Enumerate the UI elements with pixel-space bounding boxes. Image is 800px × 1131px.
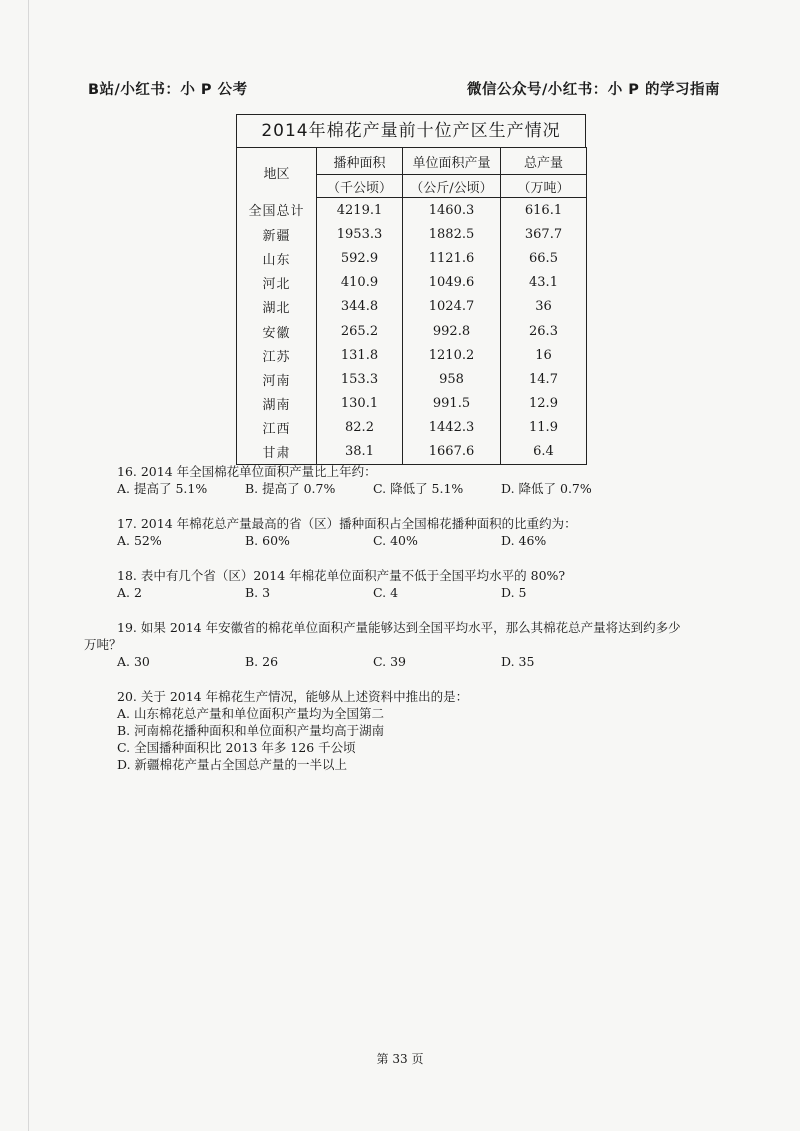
yield-cell: 1024.7: [403, 295, 501, 319]
area-cell: 265.2: [317, 319, 403, 343]
yield-cell: 991.5: [403, 392, 501, 416]
option-list: [117, 532, 737, 549]
region-cell: 河南: [237, 367, 317, 391]
option-d: D. 5: [501, 585, 527, 600]
area-cell: 38.1: [317, 440, 403, 465]
cotton-production-table: [236, 114, 586, 465]
table-row: [237, 392, 587, 416]
option-a: A. 30: [117, 654, 150, 669]
area-cell: 1953.3: [317, 222, 403, 246]
option-a: A. 山东棉花总产量和单位面积产量均为全国第二: [117, 706, 384, 721]
output-cell: 26.3: [501, 319, 587, 343]
output-cell: 6.4: [501, 440, 587, 465]
yield-cell: 1442.3: [403, 416, 501, 440]
area-cell: 153.3: [317, 367, 403, 391]
output-cell: 43.1: [501, 271, 587, 295]
page-number: 第 33 页: [376, 1052, 424, 1066]
table-row: [237, 343, 587, 367]
page-edge: [28, 0, 29, 1131]
table-row: [237, 295, 587, 319]
region-cell: 江苏: [237, 343, 317, 367]
question-stem: 19. 如果 2014 年安徽省的棉花单位面积产量能够达到全国平均水平，那么其棉花总产量将达到约多少: [117, 620, 681, 635]
option-d: D. 新疆棉花产量占全国总产量的一半以上: [117, 757, 348, 772]
area-cell: 592.9: [317, 246, 403, 270]
table-row: [237, 198, 587, 223]
data-table: [236, 147, 587, 465]
option-a: A. 52%: [117, 533, 162, 548]
option-b: B. 提高了 0.7%: [245, 481, 336, 496]
option-b: B. 河南棉花播种面积和单位面积产量均高于湖南: [117, 723, 385, 738]
output-cell: 14.7: [501, 367, 587, 391]
table-row: [237, 440, 587, 465]
question-20: [117, 688, 737, 773]
header-left-text: B站/小红书：小 P 公考: [88, 82, 248, 98]
region-cell: 山东: [237, 246, 317, 270]
region-cell: 甘肃: [237, 440, 317, 465]
option-c: C. 40%: [373, 533, 418, 548]
option-c: C. 全国播种面积比 2013 年多 126 千公顷: [117, 740, 356, 755]
output-cell: 11.9: [501, 416, 587, 440]
yield-cell: 958: [403, 367, 501, 391]
question-stem: 17. 2014 年棉花总产量最高的省（区）播种面积占全国棉花播种面积的比重约为：: [117, 516, 577, 531]
option-d: D. 46%: [501, 533, 547, 548]
table-row: [237, 367, 587, 391]
option-a: A. 提高了 5.1%: [117, 481, 208, 496]
output-cell: 616.1: [501, 198, 587, 223]
output-cell: 12.9: [501, 392, 587, 416]
option-b: B. 26: [245, 654, 279, 669]
option-b: B. 60%: [245, 533, 290, 548]
region-column-header: 地区: [237, 148, 317, 198]
area-cell: 131.8: [317, 343, 403, 367]
output-cell: 367.7: [501, 222, 587, 246]
area-cell: 410.9: [317, 271, 403, 295]
question-19: [84, 619, 737, 670]
output-column-header: 总产量: [501, 148, 587, 175]
option-a: A. 2: [117, 585, 142, 600]
page-header: [88, 78, 720, 99]
region-cell: 安徽: [237, 319, 317, 343]
region-cell: 河北: [237, 271, 317, 295]
question-17: [117, 515, 737, 549]
region-cell: 新疆: [237, 222, 317, 246]
region-cell: 湖南: [237, 392, 317, 416]
region-cell: 江西: [237, 416, 317, 440]
area-cell: 344.8: [317, 295, 403, 319]
area-cell: 82.2: [317, 416, 403, 440]
option-b: B. 3: [245, 585, 271, 600]
option-list: [117, 653, 737, 670]
option-d: D. 降低了 0.7%: [501, 481, 592, 496]
area-column-header: 播种面积: [317, 148, 403, 175]
yield-cell: 1667.6: [403, 440, 501, 465]
question-stem-continued: 万吨？: [84, 637, 122, 652]
option-c: C. 4: [373, 585, 399, 600]
header-row: [237, 148, 587, 175]
option-c: C. 39: [373, 654, 406, 669]
option-list: [117, 480, 737, 497]
question-18: [117, 567, 737, 601]
yield-cell: 1882.5: [403, 222, 501, 246]
yield-cell: 1460.3: [403, 198, 501, 223]
option-c: C. 降低了 5.1%: [373, 481, 464, 496]
header-right-text: 微信公众号/小红书：小 P 的学习指南: [466, 82, 720, 98]
area-cell: 130.1: [317, 392, 403, 416]
option-d: D. 35: [501, 654, 535, 669]
output-cell: 16: [501, 343, 587, 367]
yield-cell: 992.8: [403, 319, 501, 343]
output-unit: （万吨）: [501, 175, 587, 198]
output-cell: 36: [501, 295, 587, 319]
area-unit: （千公顷）: [317, 175, 403, 198]
yield-column-header: 单位面积产量: [403, 148, 501, 175]
option-list: [117, 705, 737, 773]
table-row: [237, 271, 587, 295]
question-stem: 20. 关于 2014 年棉花生产情况，能够从上述资料中推出的是：: [117, 689, 469, 704]
region-cell: 全国总计: [237, 198, 317, 223]
table-row: [237, 319, 587, 343]
option-list: [117, 584, 737, 601]
table-row: [237, 246, 587, 270]
yield-unit: （公斤/公顷）: [403, 175, 501, 198]
yield-cell: 1121.6: [403, 246, 501, 270]
area-cell: 4219.1: [317, 198, 403, 223]
region-cell: 湖北: [237, 295, 317, 319]
question-stem: 16. 2014 年全国棉花单位面积产量比上年约：: [117, 464, 377, 479]
output-cell: 66.5: [501, 246, 587, 270]
table-row: [237, 416, 587, 440]
question-16: [117, 463, 737, 497]
yield-cell: 1210.2: [403, 343, 501, 367]
table-row: [237, 222, 587, 246]
question-stem: 18. 表中有几个省（区）2014 年棉花单位面积产量不低于全国平均水平的 80%?: [117, 568, 566, 583]
yield-cell: 1049.6: [403, 271, 501, 295]
question-list: [84, 463, 737, 791]
table-title: 2014年棉花产量前十位产区生产情况: [236, 114, 586, 147]
